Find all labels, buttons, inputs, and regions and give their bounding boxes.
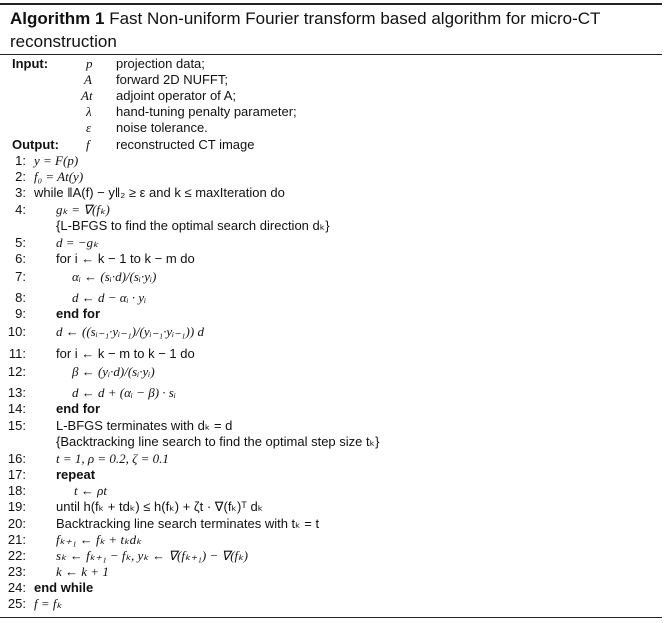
input-description: forward 2D NUFFT;	[116, 72, 228, 87]
algorithm-step: end for	[56, 306, 101, 321]
algorithm-comment: {L-BFGS to find the optimal search direction dₖ}	[56, 218, 330, 233]
line-number: 6:	[15, 251, 26, 266]
algorithm-title-line2: reconstruction	[10, 32, 117, 51]
line-number: 14:	[7, 401, 26, 416]
line-number: 9:	[15, 306, 26, 321]
line-number: 21:	[7, 532, 26, 547]
line-number: 18:	[7, 483, 26, 498]
title-rule	[0, 54, 662, 55]
line-number: 20:	[7, 516, 26, 531]
algorithm-step: d ← ((sᵢ₋₁·yᵢ₋₁)/(yᵢ₋₁·yᵢ₋₁)) d	[56, 324, 204, 339]
line-number: 2:	[15, 169, 26, 184]
line-number: 4:	[15, 202, 26, 217]
algorithm-step: αᵢ ← (sᵢ·d)/(sᵢ·yᵢ)	[72, 269, 157, 284]
input-symbol: p	[86, 56, 93, 71]
algorithm-step: sₖ ← fₖ₊₁ − fₖ, yₖ ← ∇(fₖ₊₁) − ∇(fₖ)	[56, 548, 249, 563]
algorithm-step: until h(fₖ + tdₖ) ≤ h(fₖ) + ζt · ∇(fₖ)ᵀ dₖ	[56, 499, 264, 514]
algorithm-step: while ‖A(f) − y‖₂ ≥ ε and k ≤ maxIteration do	[34, 185, 285, 200]
algorithm-step: fₖ₊₁ ← fₖ + tₖdₖ	[56, 532, 142, 547]
algorithm-title-line1	[10, 9, 600, 29]
algorithm-step: t = 1, ρ = 0.2, ζ = 0.1	[56, 451, 169, 466]
input-description: projection data;	[116, 56, 205, 71]
line-number: 8:	[15, 290, 26, 305]
output-label: Output:	[12, 137, 59, 152]
algorithm-step: f₀ = At(y)	[34, 169, 84, 184]
algorithm-step: end while	[34, 580, 94, 595]
input-description: noise tolerance.	[116, 120, 208, 135]
algorithm-step: L-BFGS terminates with dₖ = d	[56, 418, 233, 433]
algorithm-comment: {Backtracking line search to find the optimal step size tₖ}	[56, 434, 380, 449]
algorithm-step: d ← d − αᵢ · yᵢ	[72, 290, 147, 305]
algorithm-step: gₖ = ∇(fₖ)	[56, 202, 110, 217]
algorithm-step: Backtracking line search terminates with tₖ = t	[56, 516, 320, 531]
algorithm-step: end for	[56, 401, 101, 416]
line-number: 17:	[7, 467, 26, 482]
line-number: 19:	[7, 499, 26, 514]
input-description: hand-tuning penalty parameter;	[116, 104, 297, 119]
line-number: 5:	[15, 235, 26, 250]
line-number: 22:	[7, 548, 26, 563]
input-symbol: A	[84, 72, 92, 87]
algorithm-step: f = fₖ	[34, 596, 63, 611]
line-number: 1:	[15, 153, 26, 168]
algorithm-step: for i ← k − m to k − 1 do	[56, 346, 195, 361]
line-number: 23:	[7, 564, 26, 579]
bottom-rule	[0, 617, 662, 618]
algorithm-step: for i ← k − 1 to k − m do	[56, 251, 195, 266]
top-rule	[0, 3, 662, 5]
algorithm-step: β ← (yᵢ·d)/(sᵢ·yᵢ)	[72, 364, 155, 379]
algorithm-step: repeat	[56, 467, 96, 482]
line-number: 13:	[7, 385, 26, 400]
input-symbol: At	[81, 88, 93, 103]
line-number: 24:	[7, 580, 26, 595]
line-number: 10:	[7, 324, 26, 339]
algorithm-step: k ← k + 1	[56, 564, 109, 579]
algorithm-label: Algorithm 1	[10, 9, 105, 28]
input-description: adjoint operator of A;	[116, 88, 236, 103]
line-number: 16:	[7, 451, 26, 466]
line-number: 11:	[8, 346, 26, 361]
algorithm-step: y = F(p)	[34, 153, 79, 168]
line-number: 3:	[15, 185, 26, 200]
input-symbol: ε	[86, 120, 92, 135]
algorithm-step: d ← d + (αᵢ − β) · sᵢ	[72, 385, 176, 400]
output-symbol: f	[86, 137, 90, 152]
line-number: 25:	[7, 596, 26, 611]
input-label: Input:	[12, 56, 49, 71]
algorithm-title: Fast Non-uniform Fourier transform based algorithm for micro-CT	[109, 9, 601, 28]
algorithm-step: d = −gₖ	[56, 235, 99, 250]
output-description: reconstructed CT image	[116, 137, 255, 152]
line-number: 7:	[15, 269, 26, 284]
input-symbol: λ	[86, 104, 92, 119]
algorithm-step: t ← ρt	[74, 483, 107, 498]
line-number: 15:	[7, 418, 26, 433]
line-number: 12:	[7, 364, 26, 379]
